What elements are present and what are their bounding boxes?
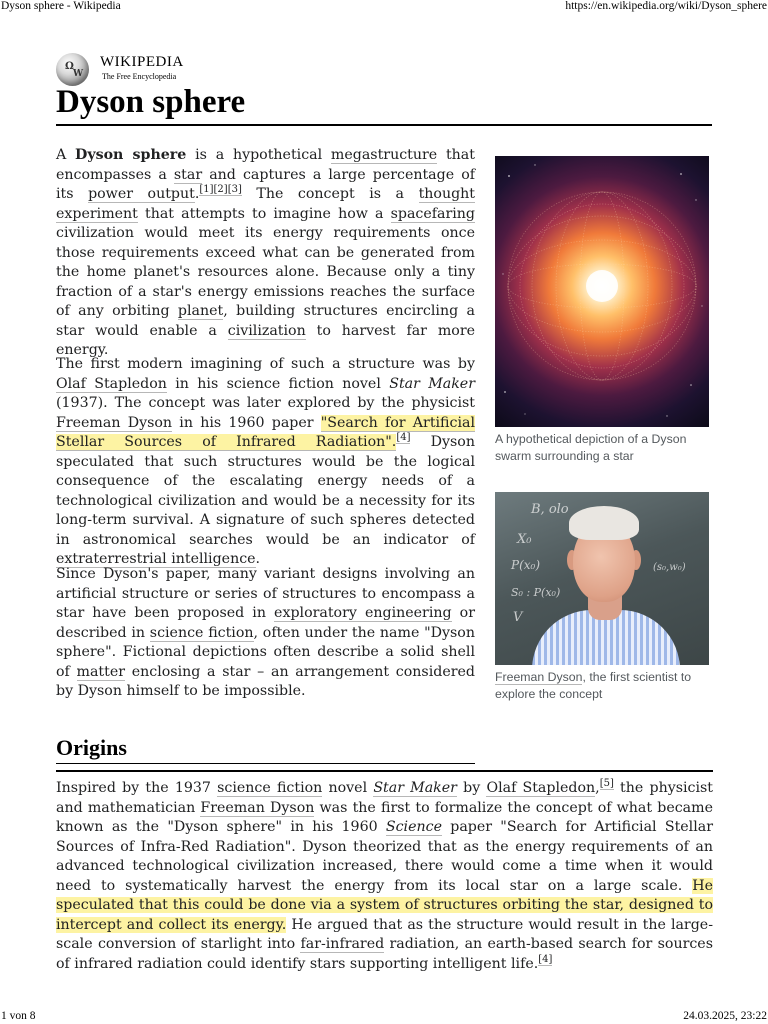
- citation-4[interactable]: [4]: [396, 432, 411, 444]
- link-dyson-paper-highlighted[interactable]: "Search for Artificial Stellar Sources of Infrared Radiation".: [56, 414, 475, 450]
- lead-paragraph-2: The first modern imagining of such a structure was by Olaf Stapledon in his science fiction novel Star Maker (1937). The concept was later explored by the physicist Freeman Dyson in his 1960 paper "Search for Artificial Stellar Sources of Infrared Radiation".[4] Dyson speculated that such structures would be the logical consequence of the escalating energy needs of a technological civilization and would be a necessity for its long-term survival. A signature of such spheres detected in astronomical searches would be an indicator of extraterrestrial intelligence.: [56, 356, 475, 567]
- wikipedia-wordmark: WIKIPEDIA: [100, 54, 184, 70]
- link-freeman-dyson[interactable]: Freeman Dyson: [200, 799, 315, 816]
- chalk-text: X₀: [517, 532, 532, 547]
- freeman-dyson-photo-icon[interactable]: [495, 492, 709, 665]
- chalk-text: V: [513, 610, 523, 625]
- link-olaf-stapledon[interactable]: Olaf Stapledon: [56, 375, 167, 392]
- citation-3[interactable]: [3]: [227, 184, 242, 196]
- lead-paragraph-1: A Dyson sphere is a hypothetical megastructure that encompasses a star and captures a large percentage of its power output.[1][2][3] The concept is a thought experiment that attempts to imagine how a spacefaring civilization would meet its energy requirements once those requirements exceed what can be generated from the home planet's resources alone. Because only a tiny fraction of a star's energy emissions reaches the surface of any orbiting planet, building structures encircling a star would enable a civilization to harvest far more energy.: [56, 147, 476, 358]
- link-exploratory-engineering[interactable]: exploratory engineering: [274, 605, 452, 621]
- link-power-output[interactable]: power output: [88, 186, 195, 202]
- print-header: [0, 0, 768, 16]
- link-extraterrestrial-intelligence[interactable]: extraterrestrial intelligence: [56, 551, 256, 567]
- figure-freeman-dyson: [495, 492, 709, 703]
- citation-5[interactable]: [5]: [599, 778, 614, 790]
- dyson-swarm-illustration-icon[interactable]: [495, 156, 709, 427]
- chalk-text: B, olo: [531, 502, 569, 517]
- wikipedia-tagline: The Free Encyclopedia: [102, 72, 177, 81]
- link-star[interactable]: star: [173, 166, 203, 183]
- title-divider: [56, 124, 712, 126]
- print-footer: [0, 1008, 768, 1024]
- figure-caption-dyson-swarm: A hypothetical depiction of a Dyson swarm surrounding a star: [495, 432, 687, 463]
- print-page-number: 1 von 8: [1, 1010, 36, 1022]
- link-planet[interactable]: planet: [177, 303, 224, 319]
- section-divider: [56, 770, 713, 772]
- hair: [569, 506, 639, 540]
- link-civilization[interactable]: civilization: [227, 322, 306, 339]
- citation-2[interactable]: [2]: [213, 184, 228, 196]
- figure-dyson-swarm: [495, 156, 709, 465]
- wikipedia-globe-icon: Ω W: [56, 53, 89, 86]
- section-divider: [56, 763, 475, 764]
- section-heading-origins: Origins: [56, 735, 127, 760]
- lead-paragraph-3: Since Dyson's paper, many variant designs involving an artificial structure or series of structures to encompass a star have been proposed in exploratory engineering or described in science fiction, often under the name "Dyson sphere". Fictional depictions often describe a solid shell of matter enclosing a star – an arrangement considered by Dyson himself to be impossible.: [56, 566, 475, 699]
- link-star-maker[interactable]: Star Maker: [373, 780, 457, 796]
- link-matter[interactable]: matter: [76, 663, 126, 680]
- citation-4[interactable]: [4]: [538, 953, 553, 965]
- link-olaf-stapledon[interactable]: Olaf Stapledon: [486, 780, 596, 796]
- link-thought-experiment[interactable]: thought experiment: [56, 186, 476, 222]
- link-science-fiction[interactable]: science fiction: [149, 624, 254, 641]
- chalk-text: (s₀,w₀): [653, 562, 686, 573]
- article-subject: Dyson sphere: [75, 147, 187, 163]
- chalk-text: P(x₀): [511, 558, 541, 572]
- link-megastructure[interactable]: megastructure: [330, 147, 438, 163]
- citation-1[interactable]: [1]: [199, 184, 214, 196]
- link-freeman-dyson[interactable]: Freeman Dyson: [56, 414, 173, 431]
- caption-link-freeman-dyson[interactable]: Freeman Dyson: [495, 670, 583, 684]
- link-science-journal[interactable]: Science: [385, 819, 442, 835]
- print-datetime: 24.03.2025, 23:22: [683, 1010, 767, 1022]
- wikipedia-logo[interactable]: [56, 51, 256, 85]
- print-page-title: Dyson sphere - Wikipedia: [1, 0, 121, 12]
- origins-paragraph: Inspired by the 1937 science fiction novel Star Maker by Olaf Stapledon,[5] the physicist and mathematician Freeman Dyson was the first to formalize the concept of what became known as the "Dyson sphere" in his 1960 Science paper "Search for Artificial Stellar Sources of Infra-Red Radiation". Dyson theorized that as the energy requirements of an advanced technological civilization increased, there would come a time when it would need to systematically harvest the energy from its local star on a large scale. He speculated that this could be done via a system of structures orbiting the star, designed to intercept and collect its energy. He argued that as the structure would result in the large-scale conversion of starlight into far-infrared radiation, an earth-based search for sources of infrared radiation could identify stars supporting intelligent life.[4]: [56, 778, 713, 972]
- link-spacefaring[interactable]: spacefaring: [390, 205, 475, 222]
- figure-caption-freeman-dyson: Freeman Dyson, the first scientist to explore the concept: [495, 670, 692, 701]
- print-url: https://en.wikipedia.org/wiki/Dyson_sphere: [565, 0, 767, 12]
- chalk-text: S₀ : P(x₀): [511, 586, 561, 599]
- page-title: Dyson sphere: [56, 84, 246, 120]
- star-maker-title: Star Maker: [389, 375, 475, 392]
- highlighted-sentence: He speculated that this could be done via a system of structures orbiting the star, designed to intercept and collect its energy.: [56, 877, 713, 933]
- link-science-fiction[interactable]: science fiction: [217, 780, 323, 796]
- link-far-infrared[interactable]: far-infrared: [300, 936, 385, 952]
